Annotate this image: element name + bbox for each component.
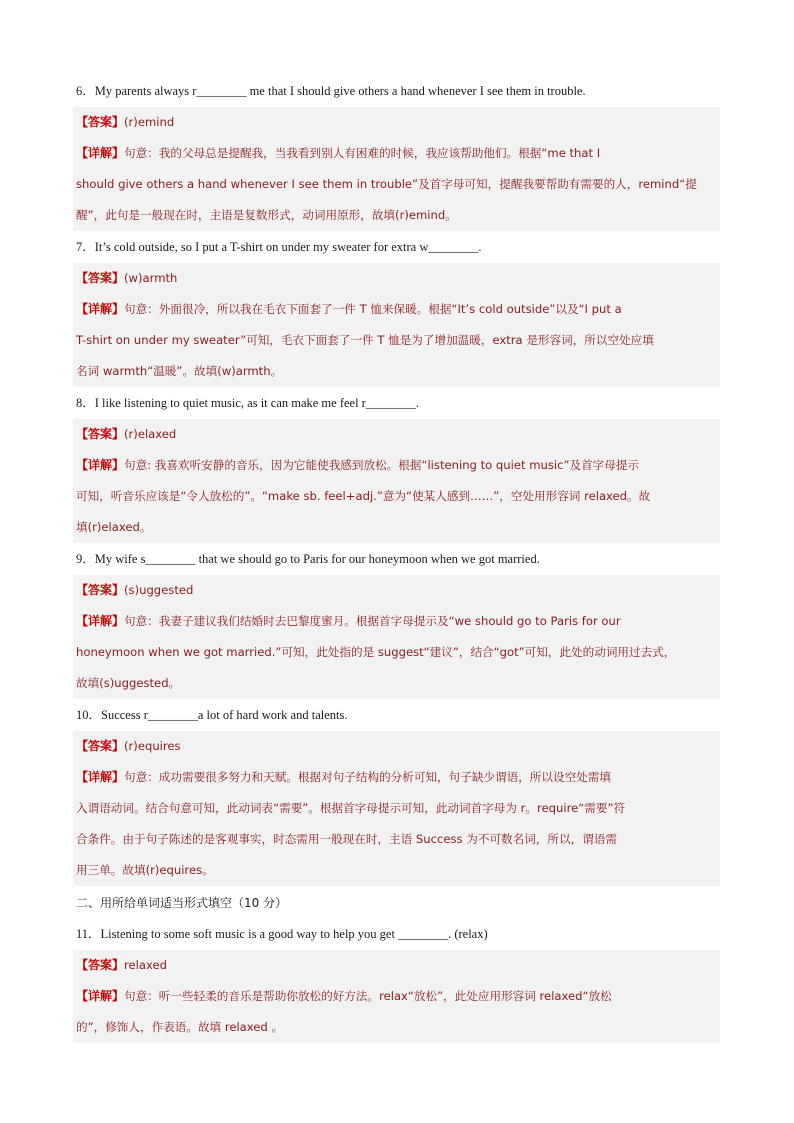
detail-line <box>76 200 716 231</box>
answer-line <box>76 575 716 606</box>
answer-value: (r)elaxed <box>124 427 177 441</box>
detail-line <box>76 762 716 793</box>
detail-text: 句意: 我喜欢听安静的音乐，因为它能使我感到放松。根据“listening to quiet music”及首字母提示 <box>124 458 640 472</box>
detail-text: 入谓语动词。结合句意可知，此动词表“需要”。根据首字母提示可知，此动词首字母为 r。require“需要”符 <box>76 801 626 815</box>
question-6: 6．My parents always r________ me that I should give others a hand whenever I see them in trouble. <box>76 84 586 98</box>
detail-line <box>76 668 716 699</box>
detail-line <box>76 855 716 886</box>
detail-tag: 【详解】 <box>76 989 125 1003</box>
detail-text: 故填(s)uggested。 <box>76 676 181 690</box>
answer-line <box>76 263 716 294</box>
answer-tag: 【答案】 <box>76 271 125 285</box>
detail-tag: 【详解】 <box>76 458 125 472</box>
answer-value: relaxed <box>124 958 167 972</box>
answer-value: (w)armth <box>124 271 178 285</box>
answer-value: (r)equires <box>124 739 181 753</box>
answer-tag: 【答案】 <box>76 583 125 597</box>
answer-tag: 【答案】 <box>76 427 125 441</box>
detail-line <box>76 981 716 1012</box>
question-10: 10．Success r________a lot of hard work and talents. <box>76 708 348 722</box>
question-7: 7．It’s cold outside, so I put a T-shirt on under my sweater for extra w________. <box>76 240 482 254</box>
answer-tag: 【答案】 <box>76 115 125 129</box>
detail-line <box>76 606 716 637</box>
detail-text: 用三单。故填(r)equires。 <box>76 863 214 877</box>
detail-tag: 【详解】 <box>76 302 125 316</box>
answer-box-8 <box>73 419 720 543</box>
detail-line <box>76 512 716 543</box>
detail-line <box>76 294 716 325</box>
detail-line <box>76 356 716 387</box>
answer-line <box>76 419 716 450</box>
detail-text: 合条件。由于句子陈述的是客观事实，时态需用一般现在时，主语 Success 为不可数名词，所以，谓语需 <box>76 832 617 846</box>
answer-box-7 <box>73 263 720 387</box>
answer-box-6 <box>73 107 720 231</box>
detail-text: should give others a hand whenever I see them in trouble”及首字母可知，提醒我要帮助有需要的人，remind“提 <box>76 177 697 191</box>
detail-line <box>76 450 716 481</box>
detail-text: 句意：听一些轻柔的音乐是帮助你放松的好方法。relax“放松”，此处应用形容词 relaxed“放松 <box>124 989 612 1003</box>
detail-text: 名词 warmth“温暖”。故填(w)armth。 <box>76 364 283 378</box>
section-title: 二、用所给单词适当形式填空（10 分） <box>76 896 288 910</box>
answer-tag: 【答案】 <box>76 958 125 972</box>
detail-line <box>76 824 716 855</box>
detail-line <box>76 637 716 668</box>
question-8: 8．I like listening to quiet music, as it can make me feel r________. <box>76 396 419 410</box>
answer-value: (r)emind <box>124 115 175 129</box>
detail-tag: 【详解】 <box>76 146 125 160</box>
detail-text: 填(r)elaxed。 <box>76 520 152 534</box>
answer-line <box>76 950 716 981</box>
answer-line <box>76 731 716 762</box>
detail-text: 的”，修饰人，作表语。故填 relaxed 。 <box>76 1020 284 1034</box>
detail-line <box>76 138 716 169</box>
detail-tag: 【详解】 <box>76 614 125 628</box>
answer-box-10 <box>73 731 720 886</box>
detail-text: 句意：我的父母总是提醒我，当我看到别人有困难的时候，我应该帮助他们。根据“me that I <box>124 146 601 160</box>
detail-text: 句意：成功需要很多努力和天赋。根据对句子结构的分析可知，句子缺少谓语，所以设空处需填 <box>124 770 611 784</box>
detail-text: 句意：外面很冷，所以我在毛衣下面套了一件 T 恤来保暖。根据“It’s cold outside”以及“I put a <box>124 302 622 316</box>
answer-box-9 <box>73 575 720 699</box>
answer-box-11 <box>73 950 720 1043</box>
answer-value: (s)uggested <box>124 583 194 597</box>
detail-text: T-shirt on under my sweater”可知，毛衣下面套了一件 T 恤是为了增加温暖，extra 是形容词，所以空处应填 <box>76 333 654 347</box>
detail-line <box>76 481 716 512</box>
detail-text: honeymoon when we got married.”可知，此处指的是 suggest“建议”，结合“got”可知，此处的动词用过去式， <box>76 645 676 659</box>
detail-line <box>76 1012 716 1043</box>
detail-line <box>76 169 716 200</box>
question-9: 9．My wife s________ that we should go to Paris for our honeymoon when we got married. <box>76 552 540 566</box>
detail-text: 醒”，此句是一般现在时，主语是复数形式，动词用原形，故填(r)emind。 <box>76 208 457 222</box>
question-11: 11．Listening to some soft music is a good way to help you get ________. (relax) <box>76 927 488 941</box>
detail-text: 可知，听音乐应该是“令人放松的”。“make sb. feel+adj.”意为“使某人感到……”，空处用形容词 relaxed。故 <box>76 489 651 503</box>
detail-text: 句意：我妻子建议我们结婚时去巴黎度蜜月。根据首字母提示及“we should go to Paris for our <box>124 614 621 628</box>
detail-tag: 【详解】 <box>76 770 125 784</box>
answer-line <box>76 107 716 138</box>
answer-tag: 【答案】 <box>76 739 125 753</box>
detail-line <box>76 793 716 824</box>
detail-line <box>76 325 716 356</box>
